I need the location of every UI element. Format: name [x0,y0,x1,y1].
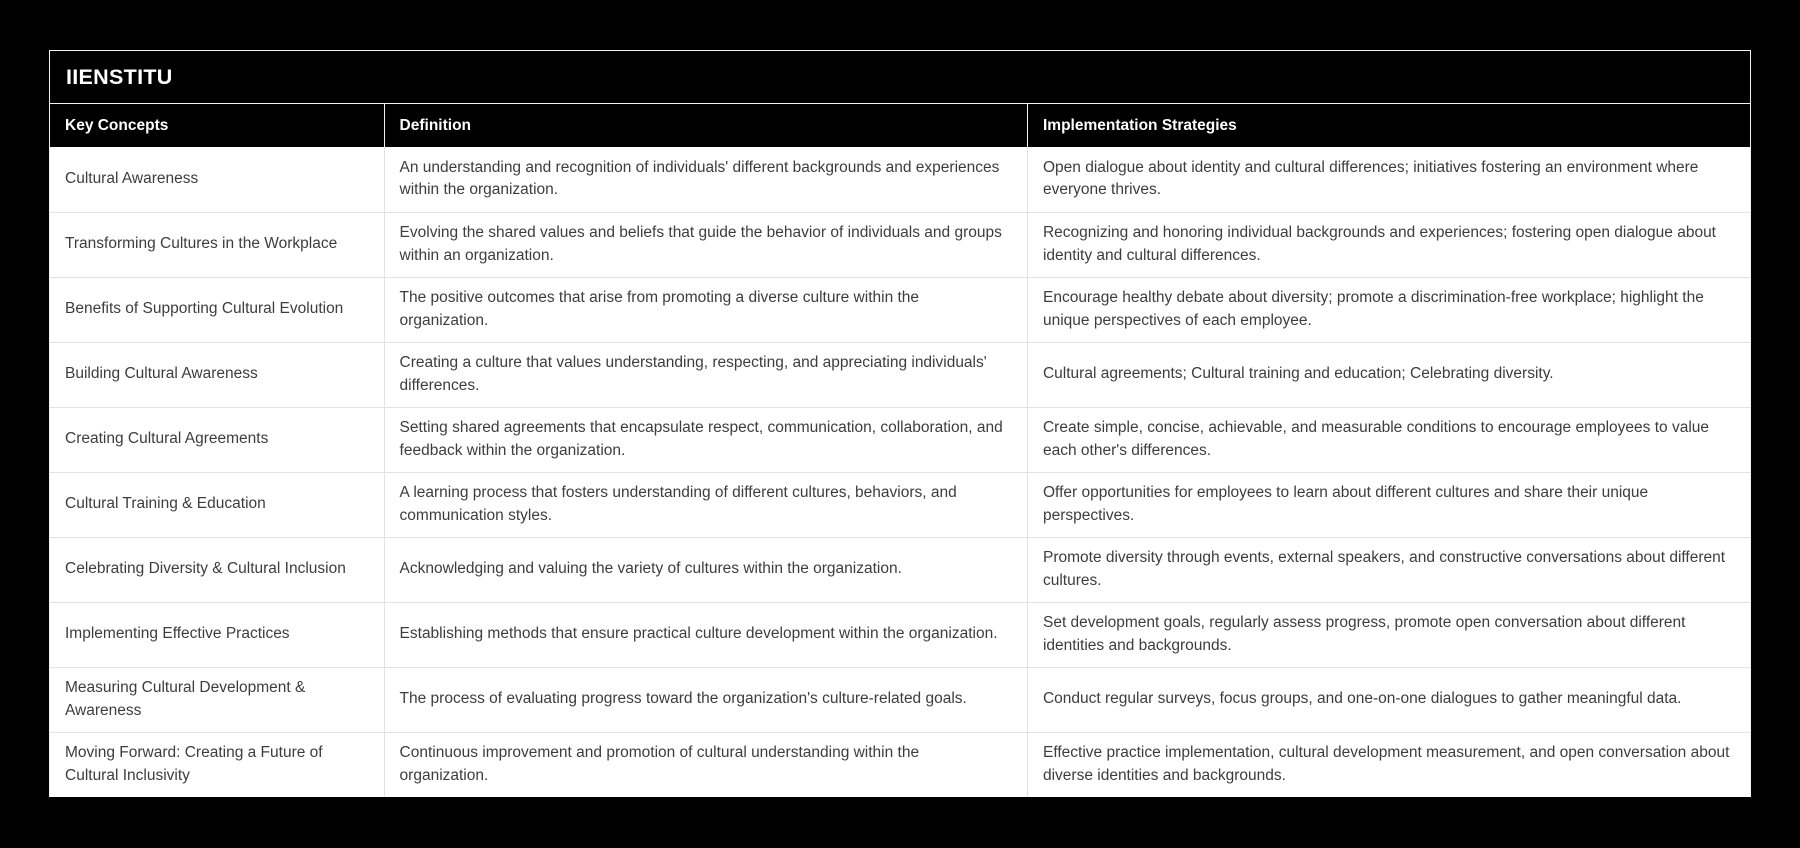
key-concept-cell: Building Cultural Awareness [50,342,384,407]
key-concept-cell: Transforming Cultures in the Workplace [50,212,384,277]
column-header-definition: Definition [384,104,1027,147]
table-row [50,342,1750,407]
header-row [50,104,1750,147]
brand-title: IIENSTITU [66,64,173,89]
table-row [50,602,1750,667]
content-card [49,50,1751,797]
strategy-cell: Create simple, concise, achievable, and measurable conditions to encourage employees to value each other's differences. [1027,407,1750,472]
strategy-cell: Offer opportunities for employees to learn about different cultures and share their unique perspectives. [1027,472,1750,537]
key-concept-cell: Moving Forward: Creating a Future of Cultural Inclusivity [50,732,384,797]
table-row [50,537,1750,602]
strategy-cell: Set development goals, regularly assess progress, promote open conversation about different identities and backgrounds. [1027,602,1750,667]
column-header-key-concepts: Key Concepts [50,104,384,147]
key-concept-cell: Celebrating Diversity & Cultural Inclusion [50,537,384,602]
key-concept-cell: Implementing Effective Practices [50,602,384,667]
definition-cell: The process of evaluating progress toward the organization's culture-related goals. [384,667,1027,732]
definition-cell: The positive outcomes that arise from promoting a diverse culture within the organization. [384,277,1027,342]
key-concept-cell: Benefits of Supporting Cultural Evolution [50,277,384,342]
key-concept-cell: Cultural Training & Education [50,472,384,537]
definition-cell: Creating a culture that values understanding, respecting, and appreciating individuals' differences. [384,342,1027,407]
strategy-cell: Promote diversity through events, external speakers, and constructive conversations about different cultures. [1027,537,1750,602]
key-concept-cell: Creating Cultural Agreements [50,407,384,472]
strategy-cell: Effective practice implementation, cultural development measurement, and open conversation about diverse identities and backgrounds. [1027,732,1750,797]
definition-cell: An understanding and recognition of individuals' different backgrounds and experiences within the organization. [384,147,1027,212]
table-row [50,472,1750,537]
concepts-table [50,104,1750,797]
definition-cell: Continuous improvement and promotion of cultural understanding within the organization. [384,732,1027,797]
definition-cell: Setting shared agreements that encapsulate respect, communication, collaboration, and feedback within the organization. [384,407,1027,472]
key-concept-cell: Cultural Awareness [65,170,199,187]
table-row [50,212,1750,277]
table-row [50,277,1750,342]
definition-cell: A learning process that fosters understanding of different cultures, behaviors, and communication styles. [384,472,1027,537]
table-row [50,667,1750,732]
definition-cell: Evolving the shared values and beliefs that guide the behavior of individuals and groups within an organization. [384,212,1027,277]
definition-cell: Acknowledging and valuing the variety of cultures within the organization. [384,537,1027,602]
table-header [50,104,1750,147]
strategy-cell: Open dialogue about identity and cultural differences; initiatives fostering an environment where everyone thrives. [1027,147,1750,212]
strategy-cell: Conduct regular surveys, focus groups, and one-on-one dialogues to gather meaningful data. [1027,667,1750,732]
table-row [50,407,1750,472]
table-body [50,147,1750,797]
strategy-cell: Cultural agreements; Cultural training and education; Celebrating diversity. [1027,342,1750,407]
strategy-cell: Recognizing and honoring individual backgrounds and experiences; fostering open dialogue about identity and cultural differences. [1027,212,1750,277]
definition-cell: Establishing methods that ensure practical culture development within the organization. [384,602,1027,667]
table-row [50,732,1750,797]
column-header-implementation-strategies: Implementation Strategies [1027,104,1750,147]
key-concept-cell: Measuring Cultural Development & Awareness [50,667,384,732]
strategy-cell: Encourage healthy debate about diversity; promote a discrimination-free workplace; highlight the unique perspectives of each employee. [1027,277,1750,342]
table-row [50,147,1750,212]
brand-title-bar [50,51,1750,104]
